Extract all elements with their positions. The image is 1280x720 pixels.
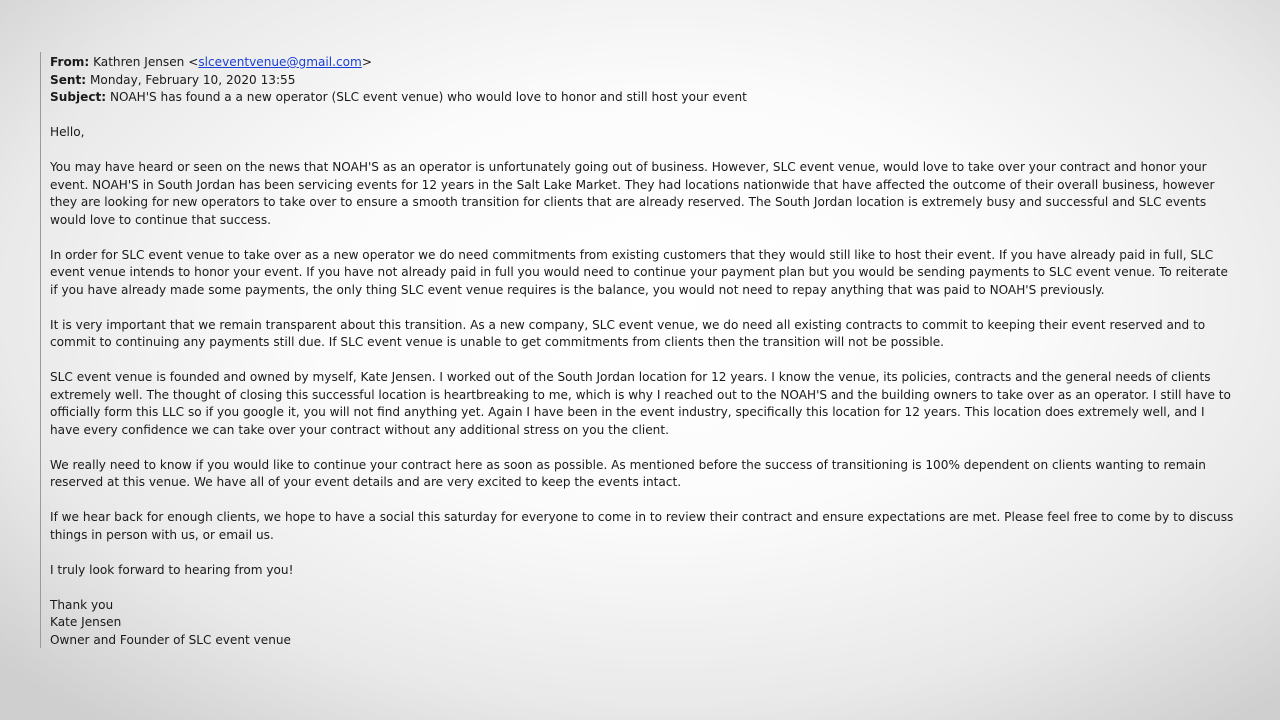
email-header	[50, 54, 1240, 107]
signature-closing: Thank you	[50, 597, 114, 612]
greeting: Hello,	[50, 125, 85, 139]
from-line	[50, 54, 1240, 72]
from-label: From:	[50, 55, 90, 69]
signature-block	[50, 597, 1240, 650]
sender-name: Kathren Jensen	[93, 55, 185, 69]
subject-text: NOAH'S has found a a new operator (SLC event venue) who would love to honor and still host your event	[109, 90, 747, 104]
sent-label: Sent:	[50, 72, 87, 87]
email-close-bracket: >	[361, 55, 372, 69]
email-open-bracket: <	[188, 55, 199, 69]
signature-title: Owner and Founder of SLC event venue	[50, 632, 291, 647]
email-message	[40, 52, 1240, 648]
body-paragraph: It is very important that we remain transparent about this transition. As a new company, SLC event venue, we do need all existing contracts to commit to keeping their event reserved and to commit to continuing any payments still due. If SLC event venue is unable to get commitments from clients then the transition will not be possible.	[50, 317, 1206, 349]
sender-email-link[interactable]: slceventvenue@gmail.com	[198, 55, 362, 69]
sent-date: Monday, February 10, 2020 13:55	[90, 72, 296, 87]
body-paragraph: I truly look forward to hearing from you!	[50, 562, 294, 577]
signature-name: Kate Jensen	[50, 615, 122, 629]
body-paragraph: We really need to know if you would like to continue your contract here as soon as possible. As mentioned before the success of transitioning is 100% dependent on clients wanting to remain reserved at this venue. We have all of your event details and are very excited to keep the events intact.	[50, 457, 1206, 489]
subject-line	[50, 89, 1240, 107]
sent-line	[50, 72, 1240, 90]
body-paragraph: If we hear back for enough clients, we hope to have a social this saturday for everyone to come in to review their contract and ensure expectations are met. Please feel free to come by to discuss things in person with us, or email us.	[50, 510, 1234, 542]
body-paragraph: In order for SLC event venue to take over as a new operator we do need commitments from existing customers that they would still like to host their event. If you have already paid in full, SLC event venue intends to honor your event. If you have not already paid in full you would need to continue your payment plan but you would be sending payments to SLC event venue. To reiterate if you have already made some payments, the only thing SLC event venue requires is the balance, you would not need to repay anything that was paid to NOAH'S previously.	[50, 247, 1228, 297]
body-paragraph: SLC event venue is founded and owned by myself, Kate Jensen. I worked out of the South Jordan location for 12 years. I know the venue, its policies, contracts and the general needs of clients extremely well. The thought of closing this successful location is heartbreaking to me, which is why I reached out to the NOAH'S and the building owners to take over as an operator. I still have to officially form this LLC so if you google it, you will not find anything yet. Again I have been in the event industry, specifically this location for 12 years. This location does extremely well, and I have every confidence we can take over your contract without any additional stress on you the client.	[50, 370, 1231, 437]
body-paragraph: You may have heard or seen on the news that NOAH'S as an operator is unfortunately going out of business. However, SLC event venue, would love to take over your contract and honor your event. NOAH'S in South Jordan has been servicing events for 12 years in the Salt Lake Market. They had locations nationwide that have affected the outcome of their overall business, however they are looking for new operators to take over to ensure a smooth transition for clients that are already reserved. The South Jordan location is extremely busy and successful and SLC events would love to continue that success.	[50, 160, 1215, 227]
subject-label: Subject:	[50, 90, 107, 104]
